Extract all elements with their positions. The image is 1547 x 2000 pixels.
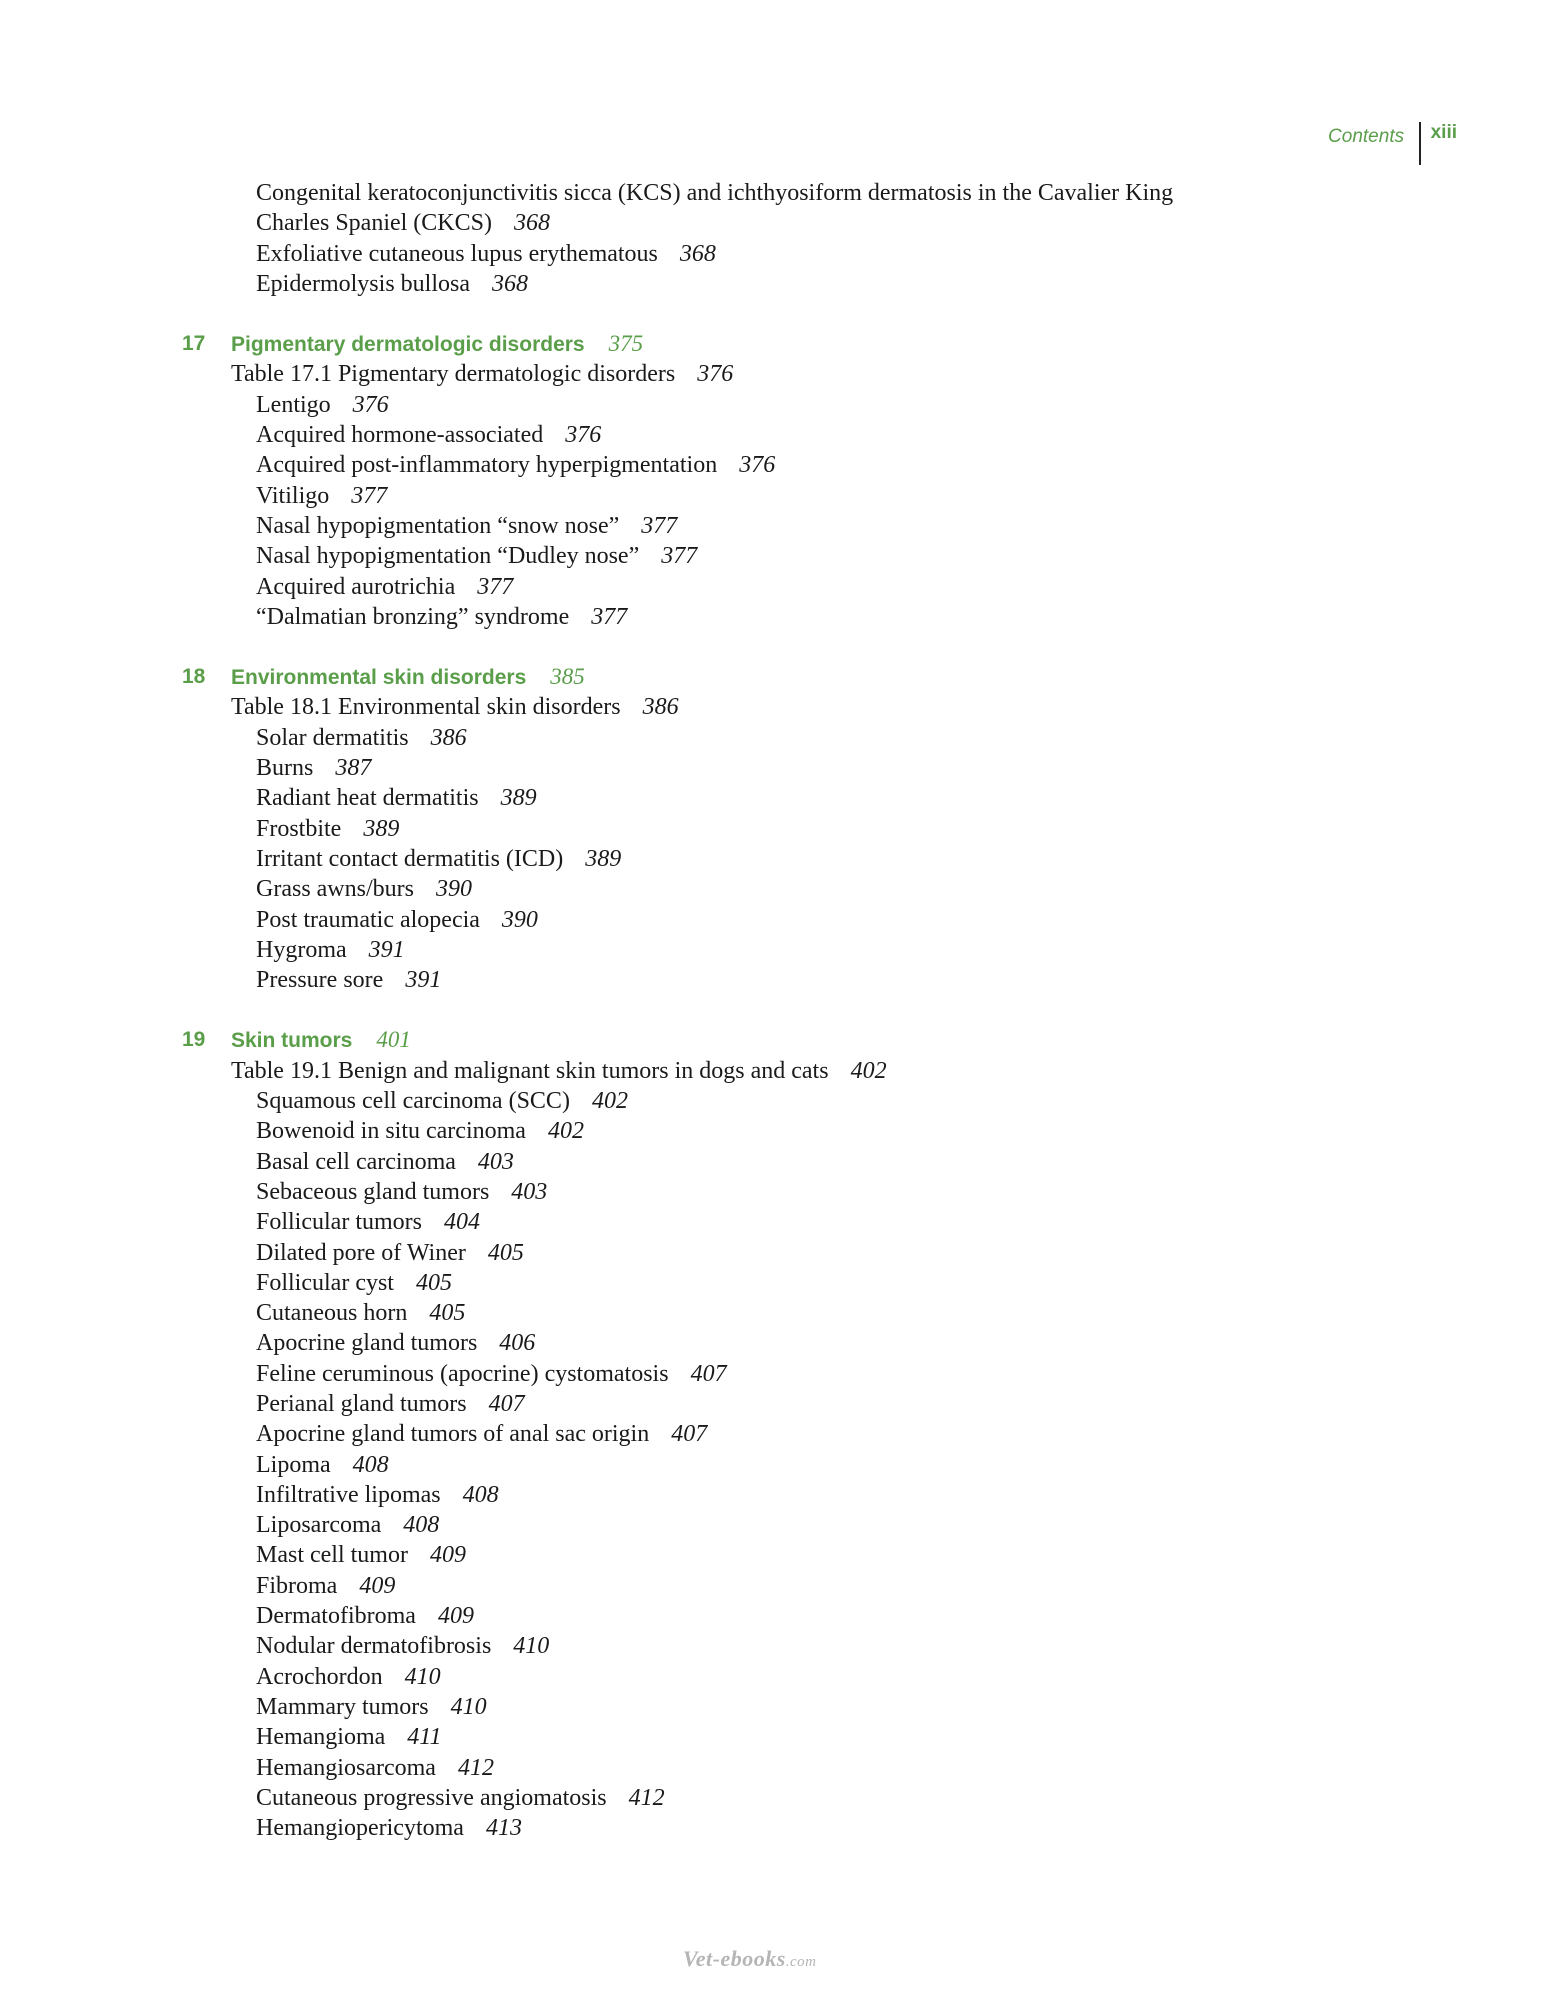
toc-entry-title: Table 18.1 Environmental skin disorders	[231, 694, 621, 721]
toc-entry[interactable]	[0, 1207, 1547, 1237]
toc-entry[interactable]	[0, 783, 1547, 813]
page-number: xiii	[1430, 122, 1457, 143]
toc-entry-title: Follicular tumors	[256, 1209, 422, 1236]
toc-entry-page: 376	[565, 422, 602, 449]
toc-entry-page: 408	[403, 1512, 440, 1539]
toc-entry[interactable]	[0, 1753, 1547, 1783]
chapter-number: 17	[182, 332, 206, 356]
table-of-contents	[0, 178, 1547, 1843]
toc-entry-title: Nasal hypopigmentation “Dudley nose”	[256, 543, 640, 570]
toc-entry-page: 410	[404, 1663, 441, 1690]
toc-entry-title: Solar dermatitis	[256, 724, 409, 751]
chapter-title-group	[231, 329, 643, 360]
watermark-logo	[683, 1946, 817, 1972]
toc-entry-title: Grass awns/burs	[256, 876, 414, 903]
toc-entry[interactable]	[0, 1722, 1547, 1752]
toc-entry-title: Table 17.1 Pigmentary dermatologic disorders	[231, 361, 676, 388]
toc-entry[interactable]	[0, 541, 1547, 571]
toc-entry-page: 413	[485, 1815, 522, 1842]
toc-entry[interactable]	[0, 935, 1547, 965]
toc-entry[interactable]	[0, 905, 1547, 935]
chapter-heading[interactable]	[0, 662, 1547, 692]
toc-entry[interactable]	[0, 1419, 1547, 1449]
toc-entry[interactable]	[0, 269, 1547, 299]
toc-entry[interactable]	[0, 1813, 1547, 1843]
toc-entry[interactable]	[0, 1450, 1547, 1480]
toc-entry-page: 409	[359, 1572, 396, 1599]
chapter-heading[interactable]	[0, 329, 1547, 359]
toc-entry-title: Epidermolysis bullosa	[256, 270, 470, 297]
toc-entry-page: 386	[642, 694, 679, 721]
toc-entry[interactable]	[0, 1359, 1547, 1389]
toc-entry[interactable]	[0, 511, 1547, 541]
chapter-title: Environmental skin disorders	[231, 666, 527, 690]
toc-entry-title: Frostbite	[256, 815, 342, 842]
toc-entry[interactable]	[0, 1631, 1547, 1661]
toc-entry-title: Hygroma	[256, 936, 347, 963]
toc-entry-page: 406	[499, 1330, 536, 1357]
toc-entry[interactable]	[0, 1238, 1547, 1268]
toc-entry-title: Charles Spaniel (CKCS)	[256, 210, 492, 237]
toc-entry-page: 410	[513, 1633, 550, 1660]
toc-entry-title: Nodular dermatofibrosis	[256, 1633, 492, 1660]
toc-entry-page: 403	[511, 1178, 548, 1205]
toc-entry-page: 390	[435, 876, 472, 903]
running-head	[1328, 122, 1457, 165]
toc-entry-title: Post traumatic alopecia	[256, 906, 480, 933]
toc-entry-page: 408	[352, 1451, 389, 1478]
toc-entry[interactable]	[0, 450, 1547, 480]
toc-entry-title: Acrochordon	[256, 1663, 383, 1690]
chapter-number: 18	[182, 665, 206, 689]
toc-entry-title: Dermatofibroma	[256, 1603, 416, 1630]
toc-entry-title: Dilated pore of Winer	[256, 1239, 466, 1266]
toc-entry-page: 389	[585, 845, 622, 872]
chapter-number: 19	[182, 1028, 206, 1052]
toc-entry-title: Radiant heat dermatitis	[256, 785, 479, 812]
toc-entry-page: 377	[477, 573, 514, 600]
toc-entry[interactable]	[0, 1116, 1547, 1146]
toc-entry[interactable]	[0, 1268, 1547, 1298]
toc-entry[interactable]	[0, 1540, 1547, 1570]
toc-entry-page: 407	[488, 1390, 525, 1417]
toc-entry-page: 377	[591, 603, 628, 630]
chapter-title: Pigmentary dermatologic disorders	[231, 333, 585, 357]
toc-entry-title: Hemangiopericytoma	[256, 1815, 464, 1842]
toc-entry[interactable]	[0, 1480, 1547, 1510]
toc-entry[interactable]	[0, 1692, 1547, 1722]
toc-entry-page: 407	[671, 1421, 708, 1448]
toc-entry-title: Bowenoid in situ carcinoma	[256, 1118, 526, 1145]
toc-entry-title: Exfoliative cutaneous lupus erythematous	[256, 240, 658, 267]
toc-entry-title: Sebaceous gland tumors	[256, 1178, 490, 1205]
running-head-divider	[1419, 122, 1421, 165]
chapter-title-group	[231, 1025, 411, 1056]
chapter-page: 375	[608, 331, 644, 357]
chapter-page: 401	[376, 1027, 411, 1053]
toc-entry-title: Hemangioma	[256, 1724, 386, 1751]
toc-entry-title: Follicular cyst	[256, 1269, 394, 1296]
toc-entry[interactable]	[0, 965, 1547, 995]
toc-entry-page: 377	[641, 512, 678, 539]
toc-table-entry[interactable]	[0, 1056, 1547, 1086]
toc-entry-title: Infiltrative lipomas	[256, 1481, 441, 1508]
toc-entry-page: 405	[429, 1300, 466, 1327]
toc-entry[interactable]	[0, 1147, 1547, 1177]
toc-entry-page: 408	[462, 1481, 499, 1508]
toc-entry-page: 376	[697, 361, 734, 388]
toc-entry[interactable]	[0, 390, 1547, 420]
toc-entry[interactable]	[0, 1328, 1547, 1358]
toc-entry-title: Feline ceruminous (apocrine) cystomatosis	[256, 1360, 669, 1387]
toc-entry-page: 404	[443, 1209, 480, 1236]
toc-entry-title: Acquired aurotrichia	[256, 573, 456, 600]
toc-entry-page: 402	[547, 1118, 584, 1145]
chapter-page: 385	[550, 664, 585, 690]
toc-entry-page: 405	[487, 1239, 524, 1266]
toc-entry-title: Irritant contact dermatitis (ICD)	[256, 845, 564, 872]
toc-entry[interactable]	[0, 844, 1547, 874]
toc-entry-page: 368	[491, 270, 528, 297]
toc-entry-title: Lipoma	[256, 1451, 331, 1478]
toc-entry-title: Apocrine gland tumors	[256, 1330, 478, 1357]
toc-entry[interactable]	[0, 481, 1547, 511]
toc-entry-page: 403	[477, 1148, 514, 1175]
toc-entry[interactable]	[0, 208, 1547, 238]
toc-entry-page: 412	[628, 1784, 665, 1811]
toc-entry[interactable]	[0, 1571, 1547, 1601]
toc-entry[interactable]	[0, 178, 1547, 208]
toc-entry-page: 377	[351, 482, 388, 509]
watermark-suffix: .com	[785, 1954, 817, 1970]
toc-entry-title: Basal cell carcinoma	[256, 1148, 456, 1175]
toc-entry-page: 407	[690, 1360, 727, 1387]
toc-entry-page: 402	[591, 1088, 628, 1115]
watermark-text: Vet-ebooks	[683, 1946, 786, 1971]
toc-entry[interactable]	[0, 602, 1547, 632]
toc-entry-title: Hemangiosarcoma	[256, 1754, 436, 1781]
toc-entry-page: 368	[513, 210, 550, 237]
toc-entry-title: Lentigo	[256, 391, 331, 418]
toc-entry-page: 376	[352, 391, 389, 418]
toc-entry-page: 386	[430, 724, 467, 751]
toc-entry-page: 405	[415, 1269, 452, 1296]
toc-entry-title: Acquired hormone-associated	[256, 422, 544, 449]
toc-entry-page: 368	[679, 240, 716, 267]
toc-entry-title: Liposarcoma	[256, 1512, 382, 1539]
toc-entry[interactable]	[0, 753, 1547, 783]
toc-entry-title: Vitiligo	[256, 482, 330, 509]
toc-entry[interactable]	[0, 1298, 1547, 1328]
toc-table-entry[interactable]	[0, 692, 1547, 722]
toc-entry-title: Nasal hypopigmentation “snow nose”	[256, 512, 620, 539]
toc-entry-title: Pressure sore	[256, 967, 384, 994]
toc-entry[interactable]	[0, 1086, 1547, 1116]
toc-entry[interactable]	[0, 1601, 1547, 1631]
toc-entry[interactable]	[0, 874, 1547, 904]
toc-entry-page: 391	[368, 936, 405, 963]
toc-entry-title: Apocrine gland tumors of anal sac origin	[256, 1421, 650, 1448]
toc-entry-page: 377	[661, 543, 698, 570]
toc-entry[interactable]	[0, 239, 1547, 269]
toc-entry-page: 376	[739, 452, 776, 479]
toc-entry-page: 389	[500, 785, 537, 812]
toc-table-entry[interactable]	[0, 359, 1547, 389]
chapter-heading[interactable]	[0, 1025, 1547, 1055]
chapter-title-group	[231, 662, 585, 693]
toc-entry-page: 409	[437, 1603, 474, 1630]
toc-entry-title: Acquired post-inflammatory hyperpigmentation	[256, 452, 718, 479]
toc-entry-page: 411	[407, 1724, 442, 1751]
toc-entry[interactable]	[0, 814, 1547, 844]
toc-entry-title: Fibroma	[256, 1572, 338, 1599]
toc-entry-title: Cutaneous horn	[256, 1300, 408, 1327]
toc-entry-page: 409	[429, 1542, 466, 1569]
toc-entry-page: 402	[850, 1057, 887, 1084]
toc-entry[interactable]	[0, 1662, 1547, 1692]
toc-entry[interactable]	[0, 723, 1547, 753]
toc-entry-title: Perianal gland tumors	[256, 1390, 467, 1417]
toc-entry[interactable]	[0, 1389, 1547, 1419]
toc-entry-title: Congenital keratoconjunctivitis sicca (KCS) and ichthyosiform dermatosis in the Cavalier King	[256, 180, 1174, 206]
toc-entry-page: 389	[363, 815, 400, 842]
toc-entry-title: Mammary tumors	[256, 1693, 429, 1720]
toc-entry[interactable]	[0, 1510, 1547, 1540]
running-head-label: Contents	[1328, 126, 1405, 147]
toc-entry-page: 387	[335, 755, 372, 782]
chapter-title: Skin tumors	[231, 1029, 353, 1053]
toc-entry[interactable]	[0, 1177, 1547, 1207]
toc-entry-title: Cutaneous progressive angiomatosis	[256, 1784, 607, 1811]
toc-entry-title: “Dalmatian bronzing” syndrome	[256, 603, 570, 630]
toc-entry-title: Burns	[256, 755, 314, 782]
toc-entry-page: 390	[501, 906, 538, 933]
toc-entry-title: Table 19.1 Benign and malignant skin tumors in dogs and cats	[231, 1057, 829, 1084]
toc-entry-page: 412	[457, 1754, 494, 1781]
toc-entry[interactable]	[0, 1783, 1547, 1813]
toc-entry-page: 410	[450, 1693, 487, 1720]
toc-entry-page: 391	[405, 967, 442, 994]
toc-entry[interactable]	[0, 572, 1547, 602]
toc-entry-title: Squamous cell carcinoma (SCC)	[256, 1088, 570, 1115]
toc-entry-title: Mast cell tumor	[256, 1542, 408, 1569]
toc-entry[interactable]	[0, 420, 1547, 450]
